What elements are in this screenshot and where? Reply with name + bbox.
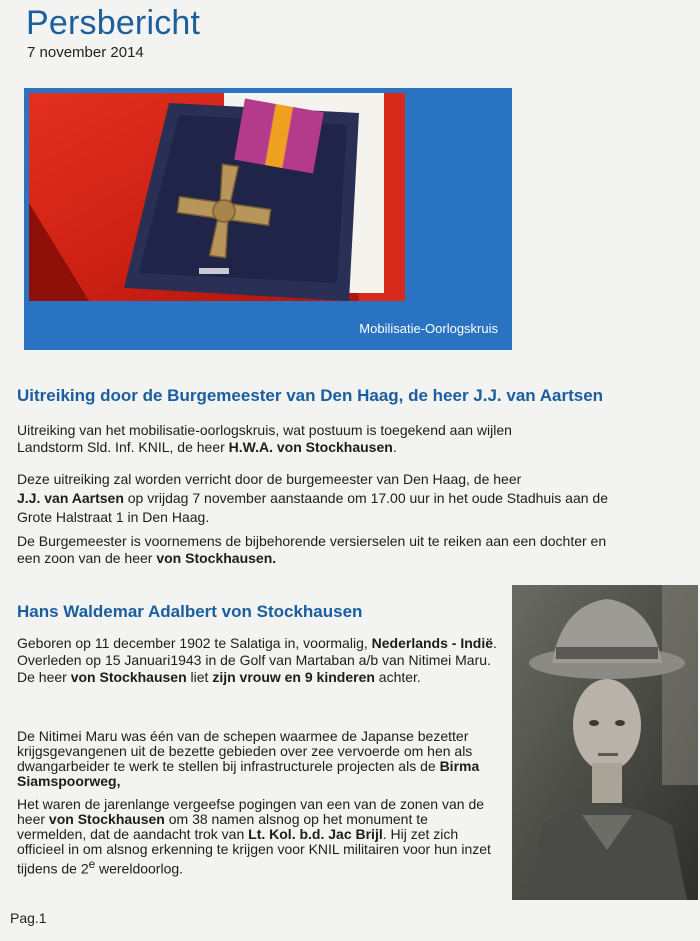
banner-caption: Mobilisatie-Oorlogskruis (359, 321, 498, 336)
paragraph-born: Geboren op 11 december 1902 te Salatiga in, voormalig, Nederlands - Indië. Overleden op 15 Januari1943 in de Golf van Martaban a/b van Nitimei Maru. De heer von Stockhausen liet zijn vrouw en 9 kinderen achter. (17, 635, 497, 685)
paragraph-ceremony: Deze uitreiking zal worden verricht door de burgemeester van Den Haag, de heer J.J. van Aartsen op vrijdag 7 november aanstaande om 17.00 uur in het oude Stadhuis aan de Grote Halstraat 1 in Den Haag. (17, 471, 608, 525)
paragraph-award: Uitreiking van het mobilisatie-oorlogskruis, wat postuum is toegekend aan wijlen Landstorm Sld. Inf. KNIL, de heer H.W.A. von Stockhausen. (17, 422, 512, 455)
medal-photo (29, 93, 405, 301)
page-title: Persbericht (26, 4, 201, 42)
paragraph-ship: De Nitimei Maru was één van de schepen waarmee de Japanse bezetter krijgsgevangenen uit de bezette gebieden over zee vervoerde om hen als dwangarbeider te werk te stellen bij infrastructurele projecten als de Birma Siamspoorweg, (17, 728, 480, 789)
section-heading-biography: Hans Waldemar Adalbert von Stockhausen (17, 602, 363, 621)
portrait-photo (512, 585, 698, 900)
paragraph-mayor: De Burgemeester is voornemens de bijbehorende versierselen uit te reiken aan een dochter en een zoon van de heer von Stockhausen. (17, 533, 607, 566)
banner (24, 88, 512, 350)
section-heading-ceremony: Uitreiking door de Burgemeester van Den Haag, de heer J.J. van Aartsen (17, 386, 604, 405)
page-number: Pag.1 (10, 910, 47, 926)
paragraph-monument: Het waren de jarenlange vergeefse pogingen van een van de zonen van de heer von Stockhausen om 38 namen alsnog op het monument te vermelden, dat de aandacht trok van Lt. Kol. b.d. Jac Brijl. Hij zet zich officieel in om alsnog erkenning te krijgen voor KNIL militairen voor hun inzet tijdens de 2e wereldoorlog. (17, 796, 491, 877)
press-date: 7 november 2014 (27, 44, 144, 61)
